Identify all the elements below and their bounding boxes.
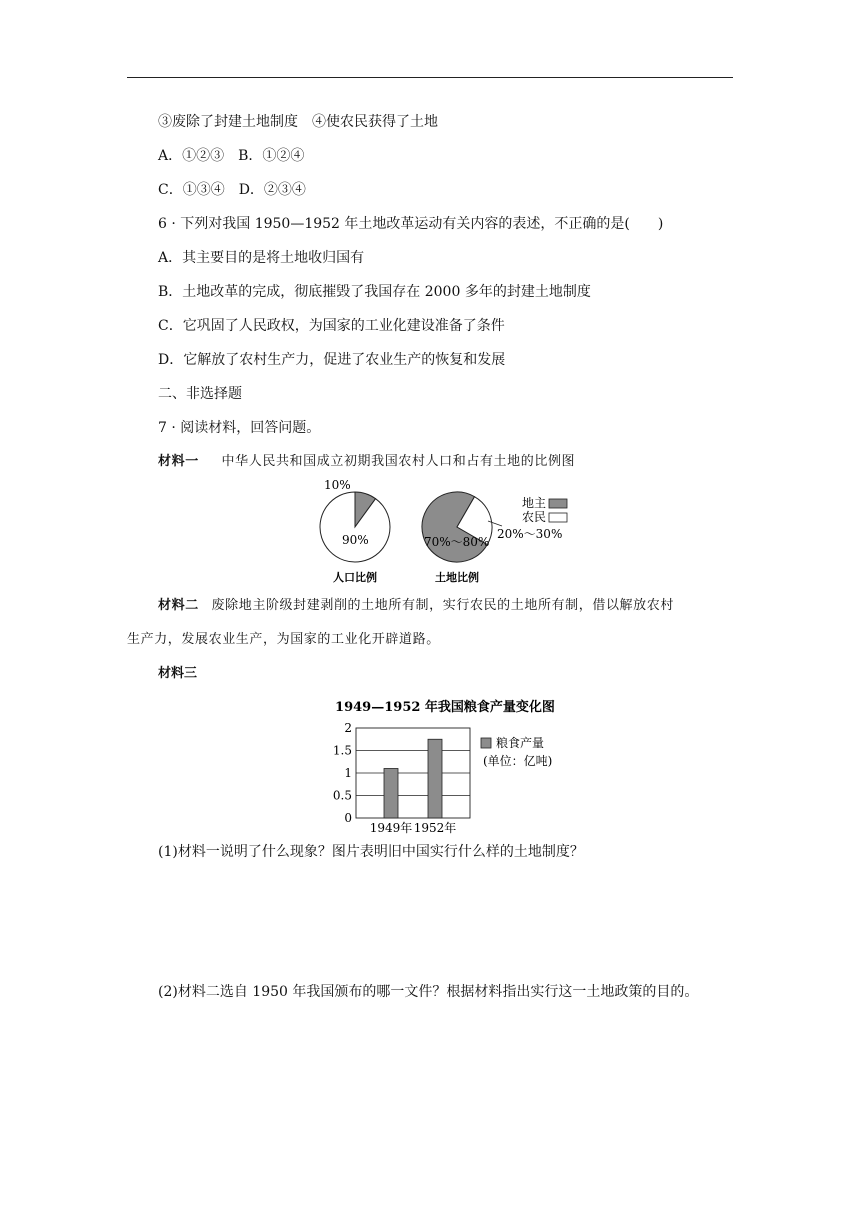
bar-1949 <box>384 769 398 819</box>
material-2-label: 材料二 <box>158 598 199 613</box>
options-line-1: ③废除了封建土地制度 ④使农民获得了土地 <box>158 114 438 130</box>
question-6-option-d: D．它解放了农村生产力，促进了农业生产的恢复和发展 <box>158 352 506 368</box>
legend-label-landlord: 地主 <box>522 496 547 510</box>
x-tick-1952: 1952年 <box>413 821 457 835</box>
pie-slice-population-peasant <box>320 492 390 562</box>
legend-swatch-landlord <box>549 499 567 508</box>
y-tick-label: 0 <box>344 811 352 825</box>
subquestion-2: (2)材料二选自 1950 年我国颁布的哪一文件？根据材料指出实行这一土地政策的目的。 <box>158 984 699 1000</box>
bar-chart-svg <box>320 696 590 838</box>
y-tick-label: 0.5 <box>332 788 352 803</box>
question-6-option-c: C．它巩固了人民政权，为国家的工业化建设准备了条件 <box>158 318 505 334</box>
bar-chart-figure <box>320 696 590 838</box>
material-2-text-2: 生产力，发展农业生产，为国家的工业化开辟道路。 <box>127 632 440 647</box>
bar-legend-unit: (单位：亿吨) <box>483 754 553 768</box>
options-line-2: A．①②③ B．①②④ <box>158 148 305 164</box>
pie-label-population-peasant: 90% <box>342 533 369 547</box>
material-1-text: 中华人民共和国成立初期我国农村人口和占有土地的比例图 <box>221 454 576 469</box>
material-1 <box>158 452 575 472</box>
question-6-option-a: A．其主要目的是将土地收归国有 <box>158 250 365 266</box>
legend-swatch-peasant <box>549 513 567 522</box>
options-line-3: C．①③④ D．②③④ <box>158 182 306 198</box>
question-6: 6 · 下列对我国 1950—1952 年土地改革运动有关内容的表述，不正确的是( ) <box>158 216 664 232</box>
pie-label-population-landlord: 10% <box>324 478 351 492</box>
bar-chart-y-ticks <box>333 721 352 825</box>
y-tick-label: 2 <box>344 721 352 735</box>
pie-chart-svg <box>300 474 590 586</box>
pie-label-land-landlord: 70%～80% <box>424 535 490 549</box>
question-6-option-b: B．土地改革的完成，彻底摧毁了我国存在 2000 多年的封建土地制度 <box>158 284 591 300</box>
bar-chart-grid <box>356 728 470 818</box>
question-7: 7 · 阅读材料，回答问题。 <box>158 420 321 436</box>
pie-chart-figure <box>300 474 590 586</box>
bar-chart-title: 1949—1952 年我国粮食产量变化图 <box>335 700 555 715</box>
material-2-text-1: 废除地主阶级封建剥削的土地所有制，实行农民的土地所有制，借以解放农村 <box>211 598 674 613</box>
legend-label-peasant: 农民 <box>522 510 547 524</box>
x-tick-1949: 1949年 <box>369 821 413 835</box>
material-3-label: 材料三 <box>158 666 198 681</box>
header-rule <box>127 77 733 78</box>
bar-1952 <box>428 739 442 818</box>
bar-legend-label: 粮食产量 <box>496 736 545 750</box>
material-2 <box>158 596 674 616</box>
subquestion-1: (1)材料一说明了什么现象？图片表明旧中国实行什么样的土地制度？ <box>158 844 584 860</box>
bar-legend-swatch <box>481 738 491 748</box>
pie-caption-land: 土地比例 <box>435 571 479 584</box>
y-tick-label: 1 <box>344 766 352 780</box>
section-heading: 二、非选择题 <box>158 386 242 402</box>
pie-caption-population: 人口比例 <box>333 571 377 584</box>
material-1-label: 材料一 <box>158 454 199 469</box>
pie-label-land-peasant: 20%～30% <box>497 527 563 541</box>
y-tick-label: 1.5 <box>332 743 352 758</box>
